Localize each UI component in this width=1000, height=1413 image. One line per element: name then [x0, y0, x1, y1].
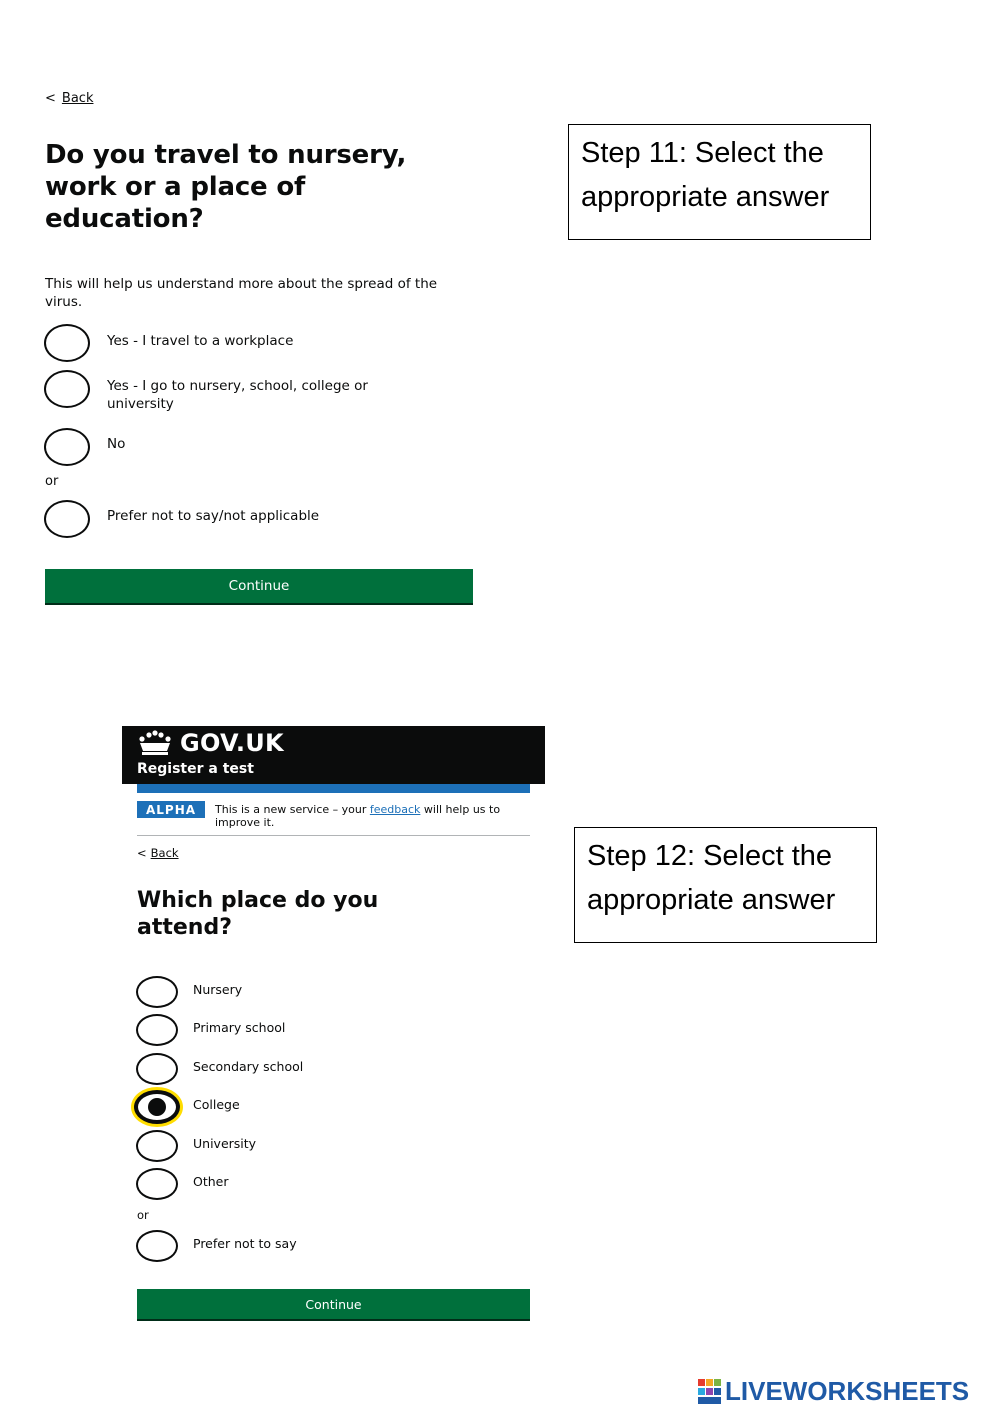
- radio-label-no: No: [107, 436, 126, 452]
- radio-label-nursery: Nursery: [193, 982, 243, 997]
- page-title-2: Which place do you attend?: [137, 888, 379, 940]
- radio-no[interactable]: [44, 428, 90, 466]
- continue-button-1[interactable]: Continue: [45, 569, 473, 603]
- radio-label-college: College: [193, 1097, 240, 1112]
- step-12-box: [574, 827, 877, 943]
- banner-divider: [137, 835, 530, 836]
- header-blue-bar: [137, 784, 530, 793]
- govuk-header: [122, 726, 545, 784]
- radio-college[interactable]: [134, 1090, 180, 1124]
- step-11-box: [568, 124, 871, 240]
- liveworksheets-logo: LIVEWORKSHEETS: [698, 1376, 969, 1407]
- or-divider-1: or: [45, 474, 59, 489]
- radio-label-workplace: Yes - I travel to a workplace: [107, 333, 294, 349]
- crown-icon: [136, 730, 174, 756]
- back-link-2[interactable]: < Back: [137, 846, 179, 860]
- step-12-text: Step 12: Select the appropriate answer: [587, 840, 836, 916]
- radio-education[interactable]: [44, 370, 90, 408]
- radio-label-primary-school: Primary school: [193, 1020, 286, 1035]
- or-divider-2: or: [137, 1208, 149, 1222]
- radio-secondary-school[interactable]: [136, 1053, 178, 1085]
- radio-university[interactable]: [136, 1130, 178, 1162]
- service-name[interactable]: Register a test: [137, 761, 254, 777]
- radio-prefer-not[interactable]: [44, 500, 90, 538]
- step-11-text: Step 11: Select the appropriate answer: [581, 137, 830, 213]
- hint-text-1: This will help us understand more about the spread of the virus.: [45, 276, 438, 310]
- radio-label-prefer-not: Prefer not to say/not applicable: [107, 508, 320, 524]
- radio-other[interactable]: [136, 1168, 178, 1200]
- phase-tag: ALPHA: [137, 801, 205, 818]
- liveworksheets-icon: [698, 1378, 722, 1406]
- continue-button-2[interactable]: Continue: [137, 1289, 530, 1319]
- radio-label-university: University: [193, 1136, 257, 1151]
- radio-label-other: Other: [193, 1174, 229, 1189]
- radio-label-secondary-school: Secondary school: [193, 1059, 304, 1074]
- chevron-left-icon: <: [45, 91, 56, 106]
- page-title-1: Do you travel to nursery, work or a place of education?: [45, 140, 407, 234]
- phase-banner-text: This is a new service – your feedback will help us to improve it.: [215, 803, 501, 829]
- radio-workplace[interactable]: [44, 324, 90, 362]
- radio-label-education: Yes - I go to nursery, school, college or university: [107, 378, 368, 412]
- back-link-1[interactable]: < Back: [45, 91, 94, 106]
- radio-label-prefer-not-2: Prefer not to say: [193, 1236, 297, 1251]
- radio-primary-school[interactable]: [136, 1014, 178, 1046]
- radio-prefer-not-2[interactable]: [136, 1230, 178, 1262]
- chevron-left-icon: <: [137, 846, 147, 860]
- govuk-logo[interactable]: GOV.UK: [136, 729, 284, 757]
- feedback-link[interactable]: feedback: [369, 803, 421, 816]
- radio-nursery[interactable]: [136, 976, 178, 1008]
